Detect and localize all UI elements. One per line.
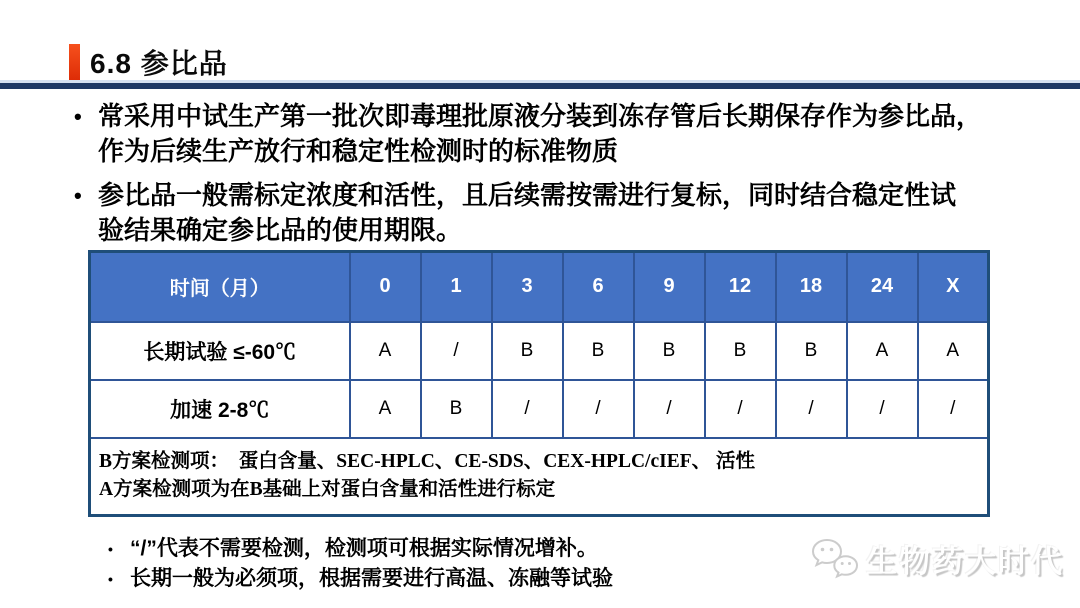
title-accent-bar xyxy=(69,44,80,81)
table-cell: A xyxy=(847,322,918,380)
table-header-row xyxy=(90,252,989,322)
table-header-cell: 1 xyxy=(421,252,492,322)
table-cell: / xyxy=(918,380,989,438)
footnote-text: 长期一般为必须项，根据需要进行高温、冻融等试验 xyxy=(130,567,613,590)
table-cell: B xyxy=(492,322,563,380)
title-block xyxy=(69,42,228,82)
table-header-cell: 0 xyxy=(350,252,421,322)
table-cell: / xyxy=(421,322,492,380)
table-cell: A xyxy=(918,322,989,380)
footnote-text: “/”代表不需要检测，检测项可根据实际情况增补。 xyxy=(130,537,598,560)
table-cell: / xyxy=(705,380,776,438)
table-cell: B xyxy=(563,322,634,380)
stability-schedule-table xyxy=(88,250,990,517)
table-cell: / xyxy=(563,380,634,438)
table-cell: A xyxy=(350,322,421,380)
table-header-cell: 12 xyxy=(705,252,776,322)
bullet-item xyxy=(72,178,1032,248)
table-note-cell xyxy=(90,438,989,516)
footnote-item xyxy=(104,534,613,564)
note-line: B方案检测项： 蛋白含量、SEC-HPLC、CE-SDS、CEX-HPLC/cIEF、 活性 xyxy=(99,451,755,473)
bullet-item xyxy=(72,99,1032,169)
wechat-icon xyxy=(810,537,860,581)
table-cell: B xyxy=(705,322,776,380)
table-cell: / xyxy=(776,380,847,438)
table-header-cell: 6 xyxy=(563,252,634,322)
table-cell: / xyxy=(847,380,918,438)
watermark xyxy=(810,536,1064,581)
bullet-line: 作为后续生产放行和稳定性检测时的标准物质 xyxy=(98,136,619,166)
table-header-cell: 3 xyxy=(492,252,563,322)
title-rule xyxy=(0,83,1080,89)
table-cell: / xyxy=(492,380,563,438)
bullet-line: 验结果确定参比品的使用期限。 xyxy=(98,215,463,245)
table-cell: / xyxy=(634,380,705,438)
bullet-line: • 常采用中试生产第一批次即毒理批原液分装到冻存管后长期保存作为参比品， xyxy=(98,101,983,131)
row-label: 长期试验 ≤-60℃ xyxy=(90,322,350,380)
watermark-text: 生物药大时代 xyxy=(866,544,1064,579)
table-header-cell: 18 xyxy=(776,252,847,322)
table-header-cell: X xyxy=(918,252,989,322)
note-line: A方案检测项为在B基础上对蛋白含量和活性进行标定 xyxy=(99,479,556,501)
table-cell: B xyxy=(776,322,847,380)
table-header-cell: 24 xyxy=(847,252,918,322)
table-cell: A xyxy=(350,380,421,438)
table-note-row xyxy=(90,438,989,516)
footnote-item xyxy=(104,564,613,594)
table-header-cell: 时间（月） xyxy=(90,252,350,322)
page-title: 6.8 参比品 xyxy=(90,48,228,79)
table-cell: B xyxy=(634,322,705,380)
row-label: 加速 2-8℃ xyxy=(90,380,350,438)
bullet-line: • 参比品一般需标定浓度和活性，且后续需按需进行复标，同时结合稳定性试 xyxy=(98,180,957,210)
table-row xyxy=(90,322,989,380)
table-row xyxy=(90,380,989,438)
table-cell: B xyxy=(421,380,492,438)
footnote-list xyxy=(104,534,613,594)
table-header-cell: 9 xyxy=(634,252,705,322)
bullet-list xyxy=(72,99,1032,257)
